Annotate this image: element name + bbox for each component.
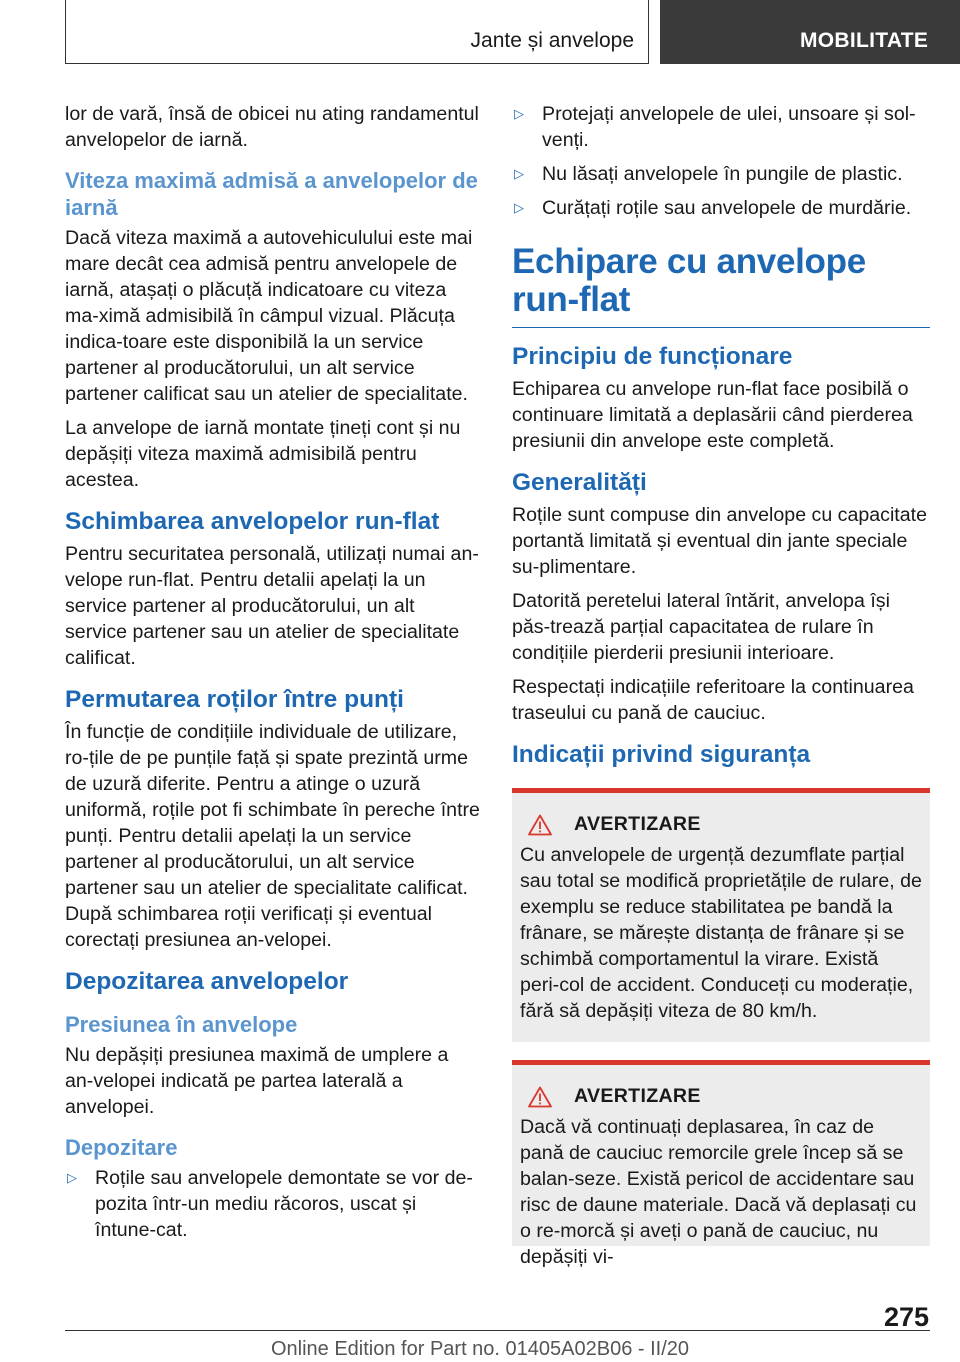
intro-paragraph: lor de vară, însă de obicei nu ating randamentul anvelopelor de iarnă. [65, 103, 479, 151]
triangle-bullet-icon: ▷ [514, 106, 524, 121]
warning-header [528, 1085, 922, 1108]
list-item-text: Roțile sau anvelopele demontate se vor de-pozita într-un mediu răcoros, uscat și întune-cat. [95, 1167, 473, 1241]
warning-header [528, 813, 922, 836]
paragraph-generalitati-3: Respectați indicațiile referitoare la continuarea traseului cu pană de cauciuc. [512, 676, 914, 724]
heading-depozitare: Depozitare [65, 1135, 178, 1160]
footer-divider [65, 1330, 930, 1331]
heading-schimbare-run-flat: Schimbarea anvelopelor run-flat [65, 508, 440, 535]
paragraph-generalitati-2: Datorită peretelui lateral întărit, anvelopa își păs-trează parțial capacitatea de rulare în condițiile pierderii presiunii interioare. [512, 590, 890, 664]
warning-box [512, 788, 930, 1042]
heading-generalitati: Generalități [512, 469, 647, 496]
list-item [512, 101, 930, 153]
paragraph-presiune: Nu depășiți presiunea maximă de umplere a an-velopei indicată pe partea laterală a anvelopei. [65, 1044, 449, 1118]
warning-box [512, 1060, 930, 1268]
heading-presiune: Presiunea în anvelope [65, 1012, 298, 1037]
heading-depozitare-anvelope: Depozitarea anvelopelor [65, 968, 349, 995]
heading-permutare-roti: Permutarea roților între punți [65, 686, 404, 713]
paragraph-schimbare: Pentru securitatea personală, utilizați numai an-velope run-flat. Pentru detalii apelați la un service partener al producătorului, un alt service partener sau un atelier de specialitate calificat. [65, 543, 479, 669]
warning-text: Dacă vă continuați deplasarea, în caz de pană de cauciuc remorcile grele încep să se balan-seze. Există pericol de accidentare sau risc de daune materiale. Dacă vă deplasați cu o re-morcă și aveți o pană de cauciuc, nu depășiți vi- [520, 1116, 917, 1268]
list-item-text: Nu lăsați anvelopele în pungile de plastic. [542, 163, 903, 185]
list-item [512, 195, 930, 221]
left-column [65, 101, 480, 1251]
warning-title: AVERTIZARE [574, 1085, 701, 1107]
paragraph-permutare: În funcție de condițiile individuale de utilizare, ro-țile de pe punțile față și spate prezintă urme de uzură diferite. Pentru a atinge o uzură uniformă, roțile pot fi schimbate în pereche între punți. Pentru detalii apelați la un service partener al producătorului, un alt service partener sau un atelier de specialitate calificat. După schimbarea roții verificați și eventual corectați presiunea an-velopei. [65, 721, 480, 951]
warning-title: AVERTIZARE [574, 813, 701, 835]
heading-viteza-maxima: Viteza maximă admisă a anvelopelor de iarnă [65, 168, 478, 220]
warning-triangle-icon [528, 1086, 552, 1108]
page-number: 275 [884, 1302, 930, 1332]
warning-text: Cu anvelopele de urgență dezumflate parțial sau total se modifică proprietățile de rulare, de exemplu se reduce stabilitatea pe bandă la frânare, se mărește distanța de frânare și se schimbă comportamentul la virare. Există peri-col de accident. Conduceți cu moderație, fără să depășiți viteza de 80 km/h. [520, 844, 922, 1022]
triangle-bullet-icon: ▷ [514, 166, 524, 181]
paragraph-viteza-2: La anvelope de iarnă montate țineți cont și nu depășiți viteza maximă admisibilă pentru acestea. [65, 417, 461, 491]
list-item [512, 161, 930, 187]
heading-echipare-run-flat: Echipare cu anvelope run-flat [512, 243, 930, 328]
heading-principiu: Principiu de funcționare [512, 343, 793, 370]
triangle-bullet-icon: ▷ [67, 1170, 77, 1185]
heading-indicatii-siguranta: Indicații privind siguranța [512, 741, 811, 768]
paragraph-principiu: Echiparea cu anvelope run-flat face posibilă o continuare limitată a deplasării când pierderea presiunii din anvelope este completă. [512, 378, 913, 452]
right-column [512, 101, 930, 1268]
list-item-text: Protejați anvelopele de ulei, unsoare și sol-venți. [542, 103, 916, 151]
triangle-bullet-icon: ▷ [514, 200, 524, 215]
chapter-tab [660, 0, 960, 64]
footer-edition: Online Edition for Part no. 01405A02B06 - II/20 [270, 1338, 690, 1360]
section-title: Jante și anvelope [470, 29, 634, 52]
list-item-text: Curățați roțile sau anvelopele de murdărie. [542, 197, 912, 219]
header-section-box [65, 0, 649, 64]
chapter-title: MOBILITATE [800, 29, 929, 52]
list-item [65, 1165, 480, 1243]
storage-list-continued [512, 101, 930, 221]
paragraph-viteza-1: Dacă viteza maximă a autovehiculului este mai mare decât cea admisă pentru anvelopele de iarnă, atașați o plăcuță indicatoare cu viteza ma-ximă admisibilă în câmpul vizual. Plăcuța indica-toare este disponibilă la un service partener al producătorului, un alt service partener calificat sau un atelier de specialitate. [65, 227, 473, 405]
storage-list [65, 1165, 480, 1243]
paragraph-generalitati-1: Roțile sunt compuse din anvelope cu capacitate portantă limitată și eventual din jante speciale su-plimentare. [512, 504, 927, 578]
warning-triangle-icon [528, 814, 552, 836]
